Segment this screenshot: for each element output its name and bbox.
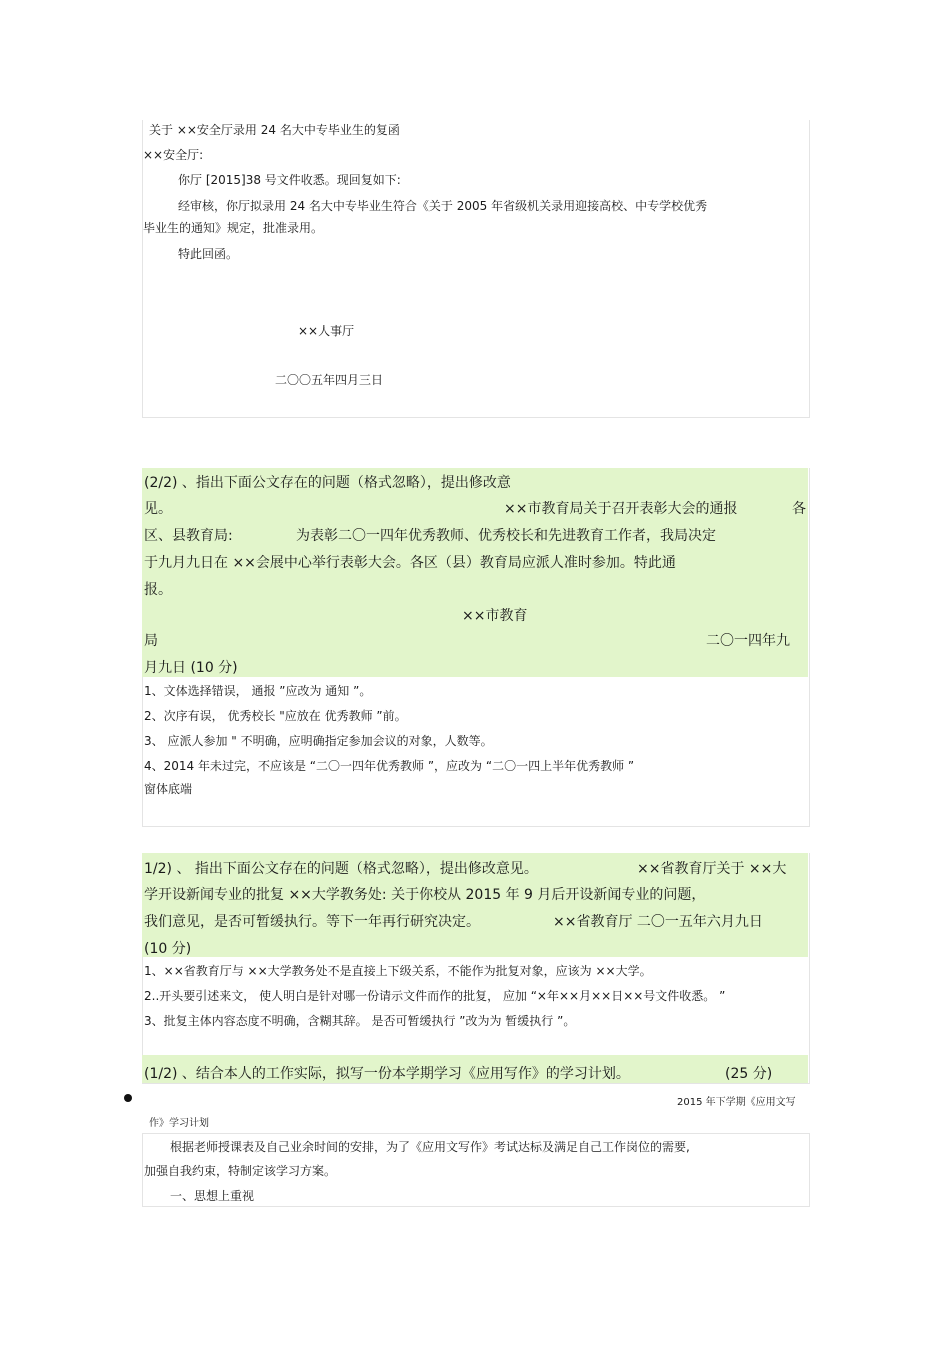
q1-line-3a: 我们意见，是否可暂缓执行。等下一年再行研究决定。: [144, 914, 480, 930]
q2-line-3a: 区、县教育局:: [144, 528, 233, 544]
letter-recipient: ××安全厅:: [143, 148, 204, 162]
q2-line-6: ××市教育: [462, 608, 528, 624]
q1-answer-3: 3、批复主体内容态度不明确，含糊其辞。 是否可暂缓执行 ”改为为 暂缓执行 ”。: [144, 1014, 576, 1028]
letter-signature: ××人事厅: [298, 324, 355, 338]
q2-line-1: (2/2) 、指出下面公文存在的问题（格式忽略），提出修改意: [144, 475, 511, 491]
q2-answer-1: 1、文体选择错误， 通报 ”应改为 通知 ”。: [144, 684, 372, 698]
q3-line-1: (1/2) 、结合本人的工作实际，拟写一份本学期学习《应用写作》的学习计划。: [144, 1066, 630, 1082]
plan-title-b: 作》学习计划: [149, 1118, 209, 1129]
q2-line-5: 报。: [144, 582, 172, 598]
letter-date: 二〇〇五年四月三日: [275, 373, 384, 387]
q2-answer-4: 4、2014 年未过完，不应该是 “二〇一四年优秀教师 ”，应改为 “二〇一四上半年优秀教师 ”: [144, 759, 635, 773]
q1-answer-1: 1、××省教育厅与 ××大学教务处不是直接上下级关系，不能作为批复对象，应该为 ××大学。: [144, 964, 652, 978]
plan-title-a: 2015 年下学期《应用文写: [677, 1097, 796, 1108]
q2-line-7a: 局: [144, 633, 158, 649]
q1-line-1a: 1/2) 、 指出下面公文存在的问题（格式忽略），提出修改意见。: [144, 861, 538, 877]
q2-line-3b: 为表彰二〇一四年优秀教师、优秀校长和先进教育工作者，我局决定: [296, 528, 716, 544]
q2-line-8: 月九日 (10 分): [144, 660, 238, 676]
plan-heading-1: 一、思想上重视: [170, 1189, 255, 1203]
q2-line-4: 于九月九日在 ××会展中心举行表彰大会。各区（县）教育局应派人准时参加。特此通: [144, 555, 676, 571]
q2-answer-3: 3、 应派人参加 " 不明确，应明确指定参加会议的对象，人数等。: [144, 734, 493, 748]
letter-paragraph-1: 你厅 [2015]38 号文件收悉。现回复如下:: [178, 173, 401, 187]
q2-line-2b: ××市教育局关于召开表彰大会的通报: [504, 501, 738, 517]
reply-letter-box: [142, 120, 810, 418]
q3-score: (25 分): [725, 1066, 773, 1082]
bullet-icon: [124, 1094, 132, 1102]
letter-title: 关于 ××安全厅录用 24 名大中专毕业生的复函: [149, 123, 400, 137]
q1-line-4: (10 分): [144, 941, 192, 957]
q2-line-7b: 二〇一四年九: [706, 633, 790, 649]
q2-line-2a: 见。: [144, 501, 172, 517]
q1-line-1b: ××省教育厅关于 ××大: [637, 861, 787, 877]
q2-line-2c: 各: [792, 501, 806, 517]
letter-paragraph-2-line-1: 经审核，你厅拟录用 24 名大中专毕业生符合《关于 2005 年省级机关录用迎接高校、中专学校优秀: [178, 199, 708, 213]
plan-paragraph-1b: 加强自我约束，特制定该学习方案。: [144, 1164, 337, 1178]
q2-answer-2: 2、次序有误， 优秀校长 "应放在 优秀教师 ”前。: [144, 709, 407, 723]
letter-closing: 特此回函。: [178, 247, 239, 261]
q1-answer-2: 2..开头要引述来文， 使人明白是针对哪一份请示文件而作的批复， 应加 “×年××月××日××号文件收悉。 ”: [144, 989, 726, 1003]
q1-line-3b: ××省教育厅 二〇一五年六月九日: [553, 914, 763, 930]
q1-line-2: 学开设新闻专业的批复 ××大学教务处: 关于你校从 2015 年 9 月后开设新闻专业的问题，: [144, 887, 706, 903]
plan-paragraph-1a: 根据老师授课表及自己业余时间的安排，为了《应用文写作》考试达标及满足自己工作岗位的需要,: [170, 1140, 690, 1154]
letter-paragraph-2-line-2: 毕业生的通知》规定，批准录用。: [143, 221, 324, 235]
q2-form-bottom: 窗体底端: [144, 782, 193, 796]
